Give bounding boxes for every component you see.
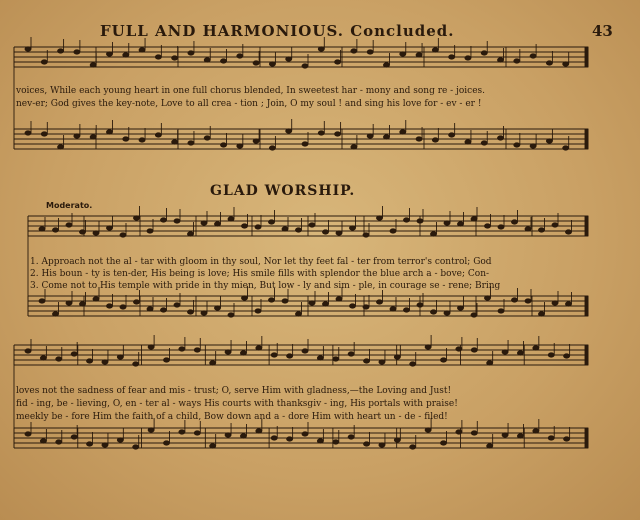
note-head <box>188 232 194 236</box>
note-head <box>174 303 180 307</box>
note-head <box>471 217 477 221</box>
note-head <box>237 54 243 58</box>
lyric-system2-verse3: 3. Come not to His temple with pride in thy mien, But low - ly and sim - ple, in courage se - rene; Bring <box>30 281 501 291</box>
note-head <box>269 298 275 302</box>
final-bar <box>585 345 588 365</box>
note-head <box>432 138 438 142</box>
note-head <box>133 362 139 366</box>
note-head <box>364 359 370 363</box>
note-head <box>367 134 373 138</box>
note-head <box>225 433 231 437</box>
note-head <box>514 143 520 147</box>
lyric-system3-verse2: fid - ing, be - lieving, O, en - ter al - ways His courts with thanksgiv - ing, His portals with praise! <box>16 399 458 409</box>
note-head <box>58 49 64 53</box>
note-head <box>404 218 410 222</box>
note-head <box>155 55 161 59</box>
lyric-system3-verse1: loves not the sadness of fear and mis - trust; O, serve Him with gladness,—the Loving and Just! <box>16 386 452 396</box>
final-bar <box>585 428 588 448</box>
note-head <box>188 310 194 314</box>
note-head <box>25 131 31 135</box>
note-head <box>102 443 108 447</box>
note-head <box>302 142 308 146</box>
note-head <box>364 442 370 446</box>
note-head <box>566 230 572 234</box>
final-bar <box>585 129 588 149</box>
note-head <box>25 47 31 51</box>
note-head <box>517 351 523 355</box>
page-header-title: FULL AND HARMONIOUS. Concluded. <box>100 22 455 40</box>
note-head <box>465 56 471 60</box>
note-head <box>432 48 438 52</box>
note-head <box>564 354 570 358</box>
note-head <box>201 221 207 225</box>
note-head <box>271 436 277 440</box>
note-head <box>485 224 491 228</box>
note-head <box>548 353 554 357</box>
note-head <box>210 361 216 365</box>
note-head <box>530 144 536 148</box>
note-head <box>80 302 86 306</box>
note-head <box>228 313 234 317</box>
note-head <box>377 300 383 304</box>
note-head <box>66 223 72 227</box>
note-head <box>444 221 450 225</box>
note-head <box>296 312 302 316</box>
note-head <box>431 310 437 314</box>
note-head <box>546 139 552 143</box>
note-head <box>269 62 275 66</box>
note-head <box>215 222 221 226</box>
note-head <box>335 132 341 136</box>
note-head <box>309 301 315 305</box>
lyric-system2-verse2: 2. His boun - ty is ten-der, His being is love; His smile fills with splendor the blue arch a - bove; Con- <box>30 269 490 279</box>
note-head <box>194 431 200 435</box>
note-head <box>449 55 455 59</box>
note-head <box>282 227 288 231</box>
note-head <box>514 59 520 63</box>
note-head <box>335 60 341 64</box>
note-head <box>449 133 455 137</box>
note-head <box>350 226 356 230</box>
note-head <box>485 296 491 300</box>
note-head <box>253 139 259 143</box>
note-head <box>323 302 329 306</box>
note-head <box>194 348 200 352</box>
note-head <box>548 436 554 440</box>
note-head <box>444 311 450 315</box>
note-head <box>471 431 477 435</box>
note-head <box>431 232 437 236</box>
note-head <box>563 146 569 150</box>
note-head <box>123 53 129 57</box>
note-head <box>539 228 545 232</box>
note-head <box>282 299 288 303</box>
note-head <box>425 428 431 432</box>
note-head <box>106 52 112 56</box>
note-head <box>179 430 185 434</box>
note-head <box>120 233 126 237</box>
note-head <box>458 222 464 226</box>
note-head <box>417 303 423 307</box>
note-head <box>74 50 80 54</box>
note-head <box>296 228 302 232</box>
note-head <box>215 306 221 310</box>
note-head <box>363 305 369 309</box>
note-head <box>502 433 508 437</box>
note-head <box>336 231 342 235</box>
note-head <box>336 297 342 301</box>
note-head <box>41 132 47 136</box>
note-head <box>58 145 64 149</box>
note-head <box>148 345 154 349</box>
note-head <box>71 435 77 439</box>
note-head <box>323 230 329 234</box>
note-head <box>416 137 422 141</box>
note-head <box>134 300 140 304</box>
note-head <box>417 219 423 223</box>
note-head <box>161 218 167 222</box>
note-head <box>221 143 227 147</box>
note-head <box>287 354 293 358</box>
note-head <box>394 355 400 359</box>
note-head <box>286 129 292 133</box>
note-head <box>56 440 62 444</box>
note-head <box>363 233 369 237</box>
note-head <box>123 137 129 141</box>
note-head <box>106 130 112 134</box>
note-head <box>228 217 234 221</box>
note-head <box>333 440 339 444</box>
note-head <box>441 441 447 445</box>
note-head <box>564 437 570 441</box>
note-head <box>416 53 422 57</box>
note-head <box>404 308 410 312</box>
note-head <box>333 357 339 361</box>
note-head <box>367 50 373 54</box>
note-head <box>533 346 539 350</box>
note-head <box>174 219 180 223</box>
note-head <box>348 435 354 439</box>
note-head <box>552 223 558 227</box>
note-head <box>394 438 400 442</box>
note-head <box>147 307 153 311</box>
note-head <box>139 138 145 142</box>
note-head <box>552 301 558 305</box>
note-head <box>117 355 123 359</box>
note-head <box>161 308 167 312</box>
note-head <box>242 296 248 300</box>
note-head <box>74 134 80 138</box>
note-head <box>139 48 145 52</box>
note-head <box>317 356 323 360</box>
note-head <box>107 304 113 308</box>
note-head <box>309 223 315 227</box>
note-head <box>66 301 72 305</box>
note-head <box>287 437 293 441</box>
note-head <box>377 216 383 220</box>
page-number: 43 <box>592 22 613 40</box>
note-head <box>201 311 207 315</box>
note-head <box>53 312 59 316</box>
note-head <box>102 360 108 364</box>
section-title: GLAD WORSHIP. <box>210 183 356 199</box>
note-head <box>286 57 292 61</box>
note-head <box>487 444 493 448</box>
note-head <box>87 442 93 446</box>
note-head <box>39 227 45 231</box>
note-head <box>221 59 227 63</box>
note-head <box>481 51 487 55</box>
final-bar <box>585 216 588 236</box>
note-head <box>120 305 126 309</box>
note-head <box>379 443 385 447</box>
note-head <box>25 349 31 353</box>
note-head <box>90 63 96 67</box>
note-head <box>71 352 77 356</box>
note-head <box>242 224 248 228</box>
note-head <box>255 309 261 313</box>
lyric-system3-verse3: meekly be - fore Him the faith of a child, Bow down and a - dore Him with heart un - de - filed! <box>16 412 448 422</box>
note-head <box>498 136 504 140</box>
note-head <box>441 358 447 362</box>
note-head <box>318 131 324 135</box>
note-head <box>498 58 504 62</box>
note-head <box>512 220 518 224</box>
note-head <box>400 130 406 134</box>
note-head <box>539 312 545 316</box>
note-head <box>512 298 518 302</box>
note-head <box>164 441 170 445</box>
note-head <box>546 61 552 65</box>
note-head <box>530 54 536 58</box>
note-head <box>471 313 477 317</box>
note-head <box>25 432 31 436</box>
note-head <box>188 141 194 145</box>
note-head <box>256 346 262 350</box>
note-head <box>566 302 572 306</box>
note-head <box>80 230 86 234</box>
note-head <box>498 309 504 313</box>
note-head <box>481 141 487 145</box>
note-head <box>148 428 154 432</box>
note-head <box>318 47 324 51</box>
note-head <box>317 439 323 443</box>
note-head <box>188 51 194 55</box>
note-head <box>517 434 523 438</box>
note-head <box>90 135 96 139</box>
note-head <box>155 133 161 137</box>
note-head <box>210 444 216 448</box>
note-head <box>410 445 416 449</box>
note-head <box>172 56 178 60</box>
note-head <box>425 345 431 349</box>
note-head <box>179 347 185 351</box>
note-head <box>348 352 354 356</box>
note-head <box>487 361 493 365</box>
note-head <box>253 61 259 65</box>
note-head <box>456 347 462 351</box>
note-head <box>40 356 46 360</box>
note-head <box>53 228 59 232</box>
lyric-system1-line1: voices, While each young heart in one full chorus blended, In sweetest har - mony and song re - joices. <box>16 86 486 96</box>
lyric-system1-line2: nev-er; God gives the key-note, Love to all crea - tion ; Join, O my soul ! and sing his love for - ev - er ! <box>16 99 482 109</box>
note-head <box>498 225 504 229</box>
note-head <box>164 358 170 362</box>
note-head <box>237 144 243 148</box>
note-head <box>465 140 471 144</box>
note-head <box>133 445 139 449</box>
note-head <box>107 226 113 230</box>
note-head <box>563 62 569 66</box>
note-head <box>134 216 140 220</box>
note-head <box>379 360 385 364</box>
note-head <box>87 359 93 363</box>
final-bar <box>585 47 588 67</box>
note-head <box>204 58 210 62</box>
note-head <box>271 353 277 357</box>
note-head <box>410 362 416 366</box>
note-head <box>93 297 99 301</box>
note-head <box>390 307 396 311</box>
note-head <box>269 146 275 150</box>
final-bar <box>585 296 588 316</box>
note-head <box>41 60 47 64</box>
note-head <box>302 64 308 68</box>
note-head <box>40 439 46 443</box>
note-head <box>255 225 261 229</box>
note-head <box>302 432 308 436</box>
note-head <box>225 350 231 354</box>
note-head <box>351 145 357 149</box>
note-head <box>56 357 62 361</box>
note-head <box>383 135 389 139</box>
note-head <box>204 136 210 140</box>
note-head <box>256 429 262 433</box>
note-head <box>458 306 464 310</box>
note-head <box>39 299 45 303</box>
note-head <box>471 348 477 352</box>
note-head <box>351 49 357 53</box>
note-head <box>240 434 246 438</box>
tempo-marking: Moderato. <box>46 201 93 210</box>
note-head <box>117 438 123 442</box>
note-head <box>240 351 246 355</box>
note-head <box>390 229 396 233</box>
note-head <box>533 429 539 433</box>
note-head <box>172 140 178 144</box>
note-head <box>350 304 356 308</box>
note-head <box>525 299 531 303</box>
note-head <box>147 229 153 233</box>
note-head <box>400 52 406 56</box>
note-head <box>302 349 308 353</box>
note-head <box>456 430 462 434</box>
note-head <box>502 350 508 354</box>
note-head <box>383 63 389 67</box>
note-head <box>525 227 531 231</box>
note-head <box>269 220 275 224</box>
lyric-system2-verse1: 1. Approach not the al - tar with gloom in thy soul, Nor let thy feet fal - ter from terror's control; God <box>30 257 492 267</box>
note-head <box>93 231 99 235</box>
